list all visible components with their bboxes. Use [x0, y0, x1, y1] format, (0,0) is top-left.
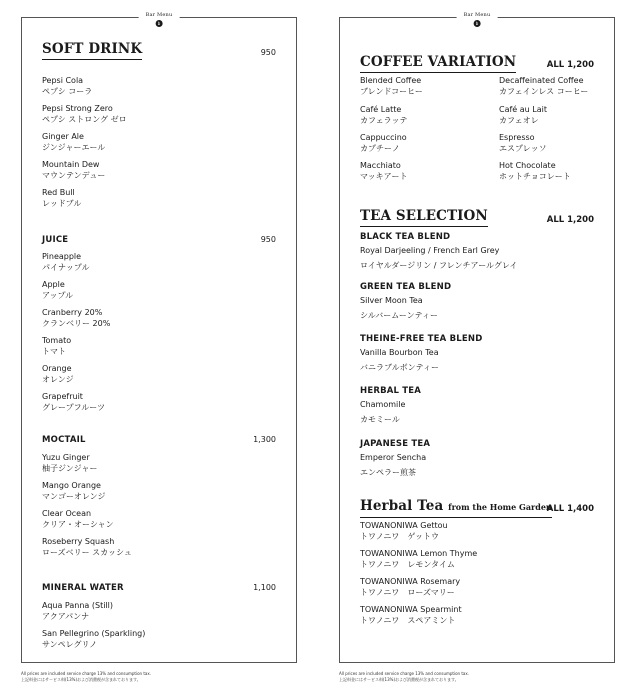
menu-item: Roseberry Squash ローズベリー スカッシュ: [42, 537, 132, 557]
mineral-water-price: 1,100: [253, 583, 276, 592]
menu-item: Yuzu Ginger 柚子ジンジャー: [42, 453, 98, 473]
menu-item: Red Bull レッドブル: [42, 188, 82, 208]
tea-group: [360, 282, 451, 321]
footnote-jp: 上記料金にはサービス料(13%)および消費税が含まれております。: [339, 677, 459, 682]
juice-title: JUICE: [42, 235, 69, 245]
menu-item: Vanilla Bourbon Tea バニラブルボンティー: [360, 348, 440, 372]
menu-item: Café au Lait カフェオレ: [499, 105, 548, 125]
menu-item: Apple アップル: [42, 280, 74, 300]
menu-item: TOWANONIWA Gettou トワノニワ ゲットウ: [360, 521, 448, 541]
menu-item: Cranberry 20% クランベリー 20%: [42, 308, 111, 328]
menu-item: Silver Moon Tea シルバームーンティー: [360, 296, 439, 320]
footnote-jp: 上記料金にはサービス料(13%)および消費税が含まれております。: [21, 677, 141, 682]
menu-item: Royal Darjeeling / French Earl Grey ロイヤルダージリン / フレンチアールグレイ: [360, 246, 518, 270]
menu-item: TOWANONIWA Lemon Thyme トワノニワ レモンタイム: [360, 549, 478, 569]
tea-group-title: BLACK TEA BLEND: [360, 232, 451, 242]
footnote-en: All prices are included service charge 13% and consumption tax.: [21, 671, 152, 676]
tea-selection-price: ALL 1,200: [546, 215, 594, 225]
menu-item: Café Latte カフェラッテ: [360, 105, 408, 125]
menu-item: Pepsi Cola ペプシ コーラ: [42, 76, 93, 96]
footnote-en: All prices are included service charge 13% and consumption tax.: [339, 671, 470, 676]
menu-item: Decaffeinated Coffee カフェインレス コーヒー: [499, 76, 589, 96]
header-label: Bar Menu: [463, 12, 491, 18]
tea-group: [360, 334, 482, 373]
menu-item: Tomato トマト: [42, 336, 72, 356]
moctail-title: MOCTAIL: [42, 435, 86, 445]
tea-selection-title: TEA SELECTION: [360, 208, 488, 227]
footnote: [339, 671, 469, 683]
menu-item: TOWANONIWA Spearmint トワノニワ スペアミント: [360, 605, 462, 625]
juice-price: 950: [260, 235, 276, 244]
menu-item: Mango Orange マンゴーオレンジ: [42, 481, 106, 501]
moctail-price: 1,300: [253, 435, 276, 444]
panel-header: [457, 11, 498, 27]
menu-item: Blended Coffee ブレンドコーヒー: [360, 76, 423, 96]
header-label: Bar Menu: [145, 12, 173, 18]
menu-item: Pepsi Strong Zero ペプシ ストロング ゼロ: [42, 104, 127, 124]
tea-group-title: JAPANESE TEA: [360, 439, 431, 449]
herbal-tea-title: Herbal Tea from the Home Garden: [360, 498, 552, 518]
menu-item: Hot Chocolate ホットチョコレート: [499, 161, 571, 181]
menu-item: Grapefruit グレープフルーツ: [42, 392, 105, 412]
menu-item: Clear Ocean クリア・オーシャン: [42, 509, 114, 529]
coffee-variation-title: COFFEE VARIATION: [360, 54, 516, 73]
tea-group: [360, 232, 518, 271]
tea-group-title: GREEN TEA BLEND: [360, 282, 452, 292]
menu-item: Cappuccino カプチーノ: [360, 133, 407, 153]
menu-item: Emperor Sencha エンペラー煎茶: [360, 453, 427, 477]
menu-item: Macchiato マッキアート: [360, 161, 408, 181]
menu-item: Aqua Panna (Still) アクアパンナ: [42, 601, 114, 621]
herbal-tea-subtitle: from the Home Garden: [448, 502, 552, 512]
soft-drink-price: 950: [260, 48, 276, 57]
panel-header: [139, 11, 180, 27]
menu-item: Chamomile カモミール: [360, 400, 406, 424]
menu-item: Ginger Ale ジンジャーエール: [42, 132, 106, 152]
coffee-variation-price: ALL 1,200: [546, 60, 594, 70]
mineral-water-title: MINERAL WATER: [42, 583, 124, 593]
menu-item: TOWANONIWA Rosemary トワノニワ ローズマリー: [360, 577, 461, 597]
soft-drink-title: SOFT DRINK: [42, 41, 142, 60]
left-menu-panel: [21, 12, 297, 663]
herbal-tea-price: ALL 1,400: [546, 504, 594, 514]
menu-item: San Pellegrino (Sparkling) サンペレグリノ: [42, 629, 146, 649]
menu-item: Mountain Dew マウンテンデュー: [42, 160, 106, 180]
logo-mark-icon: b: [155, 20, 162, 27]
footnote: [21, 671, 151, 683]
tea-group-title: THEINE-FREE TEA BLEND: [360, 334, 483, 344]
tea-group: [360, 439, 430, 478]
tea-group-title: HERBAL TEA: [360, 386, 422, 396]
right-menu-panel: [339, 12, 615, 663]
menu-item: Espresso エスプレッソ: [499, 133, 547, 153]
menu-item: Pineapple パイナップル: [42, 252, 90, 272]
menu-item: Orange オレンジ: [42, 364, 74, 384]
logo-mark-icon: b: [473, 20, 480, 27]
tea-group: [360, 386, 421, 425]
